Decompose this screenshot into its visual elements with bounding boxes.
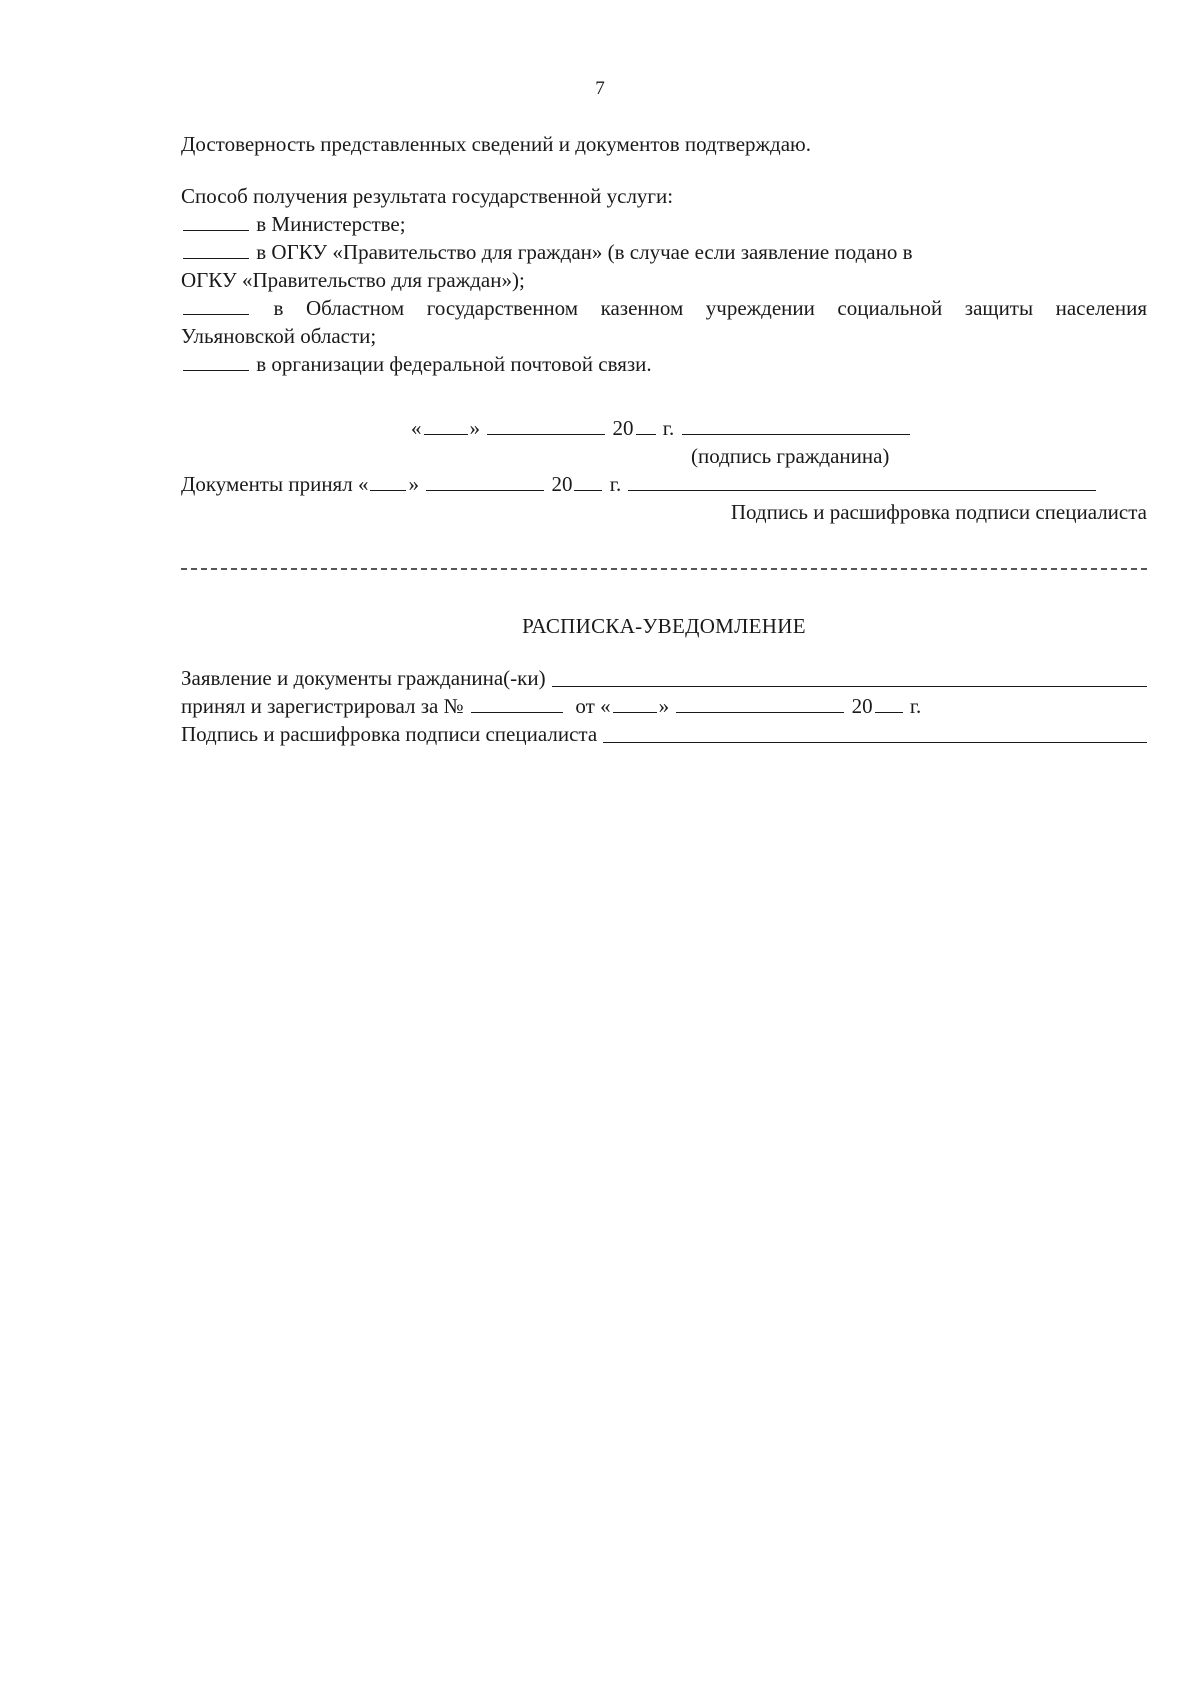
specialist-signature-caption: Подпись и расшифровка подписи специалиста (730, 500, 1147, 524)
year-blank[interactable] (875, 692, 903, 713)
checkmark-blank[interactable] (183, 294, 249, 315)
receipt-citizen-line: Заявление и документы гражданина(-ки) (181, 664, 1147, 692)
registration-number-blank[interactable] (471, 692, 563, 713)
receipt-registration-line: принял и зарегистрировал за № от « » 20 г. (181, 694, 922, 718)
year-blank[interactable] (636, 414, 656, 435)
month-blank[interactable] (426, 470, 544, 491)
method-option-post: в организации федеральной почтовой связи. (181, 350, 1147, 378)
day-blank[interactable] (370, 470, 406, 491)
method-heading: Способ получения результата государственной услуги: (181, 184, 674, 208)
method-option-social-protection-cont: Ульяновской области; (181, 324, 377, 348)
checkmark-blank[interactable] (183, 210, 249, 231)
confirmation-text: Достоверность представленных сведений и документов подтверждаю. (181, 132, 811, 156)
checkmark-blank[interactable] (183, 350, 249, 371)
month-blank[interactable] (487, 414, 605, 435)
document-body (181, 130, 1147, 748)
year-blank[interactable] (574, 470, 602, 491)
day-blank[interactable] (613, 692, 657, 713)
method-option-ogku-cont: ОГКУ «Правительство для граждан»); (181, 268, 525, 292)
day-blank[interactable] (424, 414, 468, 435)
page-number: 7 (595, 78, 605, 99)
citizen-signature-caption: (подпись гражданина) (691, 444, 890, 468)
checkmark-blank[interactable] (183, 238, 249, 259)
citizen-signature-blank[interactable] (682, 414, 910, 435)
method-option-ministry: в Министерстве; (181, 210, 1147, 238)
method-option-ogku: в ОГКУ «Правительство для граждан» (в случае если заявление подано в (181, 238, 1147, 266)
receipt-specialist-line: Подпись и расшифровка подписи специалиста (181, 720, 1147, 748)
citizen-signature-line: « » 20 г. (181, 414, 1147, 442)
receipt-title: РАСПИСКА-УВЕДОМЛЕНИЕ (522, 614, 806, 638)
month-blank[interactable] (676, 692, 844, 713)
specialist-signature-blank[interactable] (628, 470, 1096, 491)
method-option-social-protection: в Областном государственном казенном учреждении социальной защиты населения (181, 294, 1147, 322)
citizen-name-blank[interactable] (552, 666, 1147, 687)
specialist-signature-blank[interactable] (603, 722, 1147, 743)
documents-accepted-line: Документы принял « » 20 г. (181, 470, 1147, 498)
